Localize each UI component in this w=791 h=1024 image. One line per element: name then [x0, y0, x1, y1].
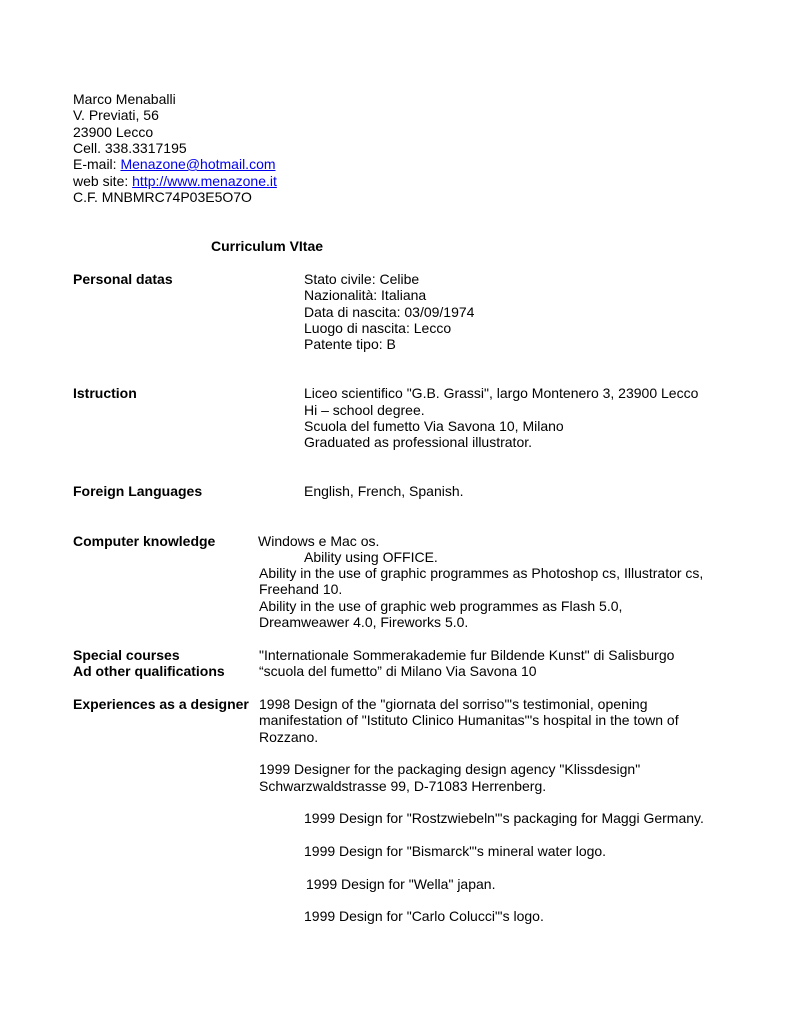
contact-fiscal-code: C.F. MNBMRC74P03E5O7O — [73, 189, 252, 205]
languages-heading: Foreign Languages — [73, 483, 203, 499]
istruction-line: Graduated as professional illustrator. — [304, 434, 533, 450]
contact-cell: Cell. 338.3317195 — [73, 140, 187, 156]
experience-line: Schwarzwaldstrasse 99, D-71083 Herrenberg. — [259, 778, 547, 794]
personal-line: Stato civile: Celibe — [304, 271, 420, 287]
personal-heading: Personal datas — [73, 271, 173, 287]
languages-value: English, French, Spanish. — [304, 483, 464, 499]
experience-line: 1999 Design for "Rostzwiebeln"'s packaging for Maggi Germany. — [304, 810, 704, 826]
qualifications-heading: Ad other qualifications — [73, 663, 225, 679]
personal-line: Patente tipo: B — [304, 336, 396, 352]
computer-line: Dreamweawer 4.0, Fireworks 5.0. — [259, 614, 469, 630]
computer-line: Windows e Mac os. — [258, 533, 380, 549]
computer-line: Ability in the use of graphic web programmes as Flash 5.0, — [259, 598, 623, 614]
contact-city: 23900 Lecco — [73, 124, 154, 140]
document-title: Curriculum VItae — [211, 238, 324, 254]
website-link[interactable]: http://www.menazone.it — [132, 173, 277, 189]
contact-email-line — [73, 156, 276, 172]
personal-line: Luogo di nascita: Lecco — [304, 320, 452, 336]
special-heading: Special courses — [73, 647, 180, 663]
website-label: web site: — [73, 173, 133, 189]
contact-name: Marco Menaballi — [73, 91, 176, 107]
experience-line: 1999 Design for "Bismarck"'s mineral water logo. — [304, 843, 607, 859]
istruction-heading: Istruction — [73, 385, 137, 401]
istruction-line: Hi – school degree. — [304, 402, 425, 418]
experience-line: 1999 Design for "Carlo Colucci"'s logo. — [304, 908, 544, 924]
computer-line: Ability in the use of graphic programmes as Photoshop cs, Illustrator cs, — [259, 565, 704, 581]
istruction-line: Scuola del fumetto Via Savona 10, Milano — [304, 418, 564, 434]
experience-line: 1998 Design of the "giornata del sorriso"'s testimonial, opening — [259, 696, 648, 712]
contact-website-line — [73, 173, 277, 189]
personal-line: Nazionalità: Italiana — [304, 287, 427, 303]
experience-line: Rozzano. — [259, 729, 319, 745]
computer-line: Ability using OFFICE. — [304, 549, 438, 565]
contact-street: V. Previati, 56 — [73, 107, 159, 123]
experience-line: 1999 Design for "Wella" japan. — [306, 876, 496, 892]
istruction-line: Liceo scientifico "G.B. Grassi", largo Montenero 3, 23900 Lecco — [304, 385, 699, 401]
personal-line: Data di nascita: 03/09/1974 — [304, 304, 475, 320]
computer-heading: Computer knowledge — [73, 533, 216, 549]
experience-line: 1999 Designer for the packaging design agency "Klissdesign" — [259, 761, 641, 777]
experience-line: manifestation of "Istituto Clinico Humanitas"'s hospital in the town of — [259, 712, 679, 728]
computer-line: Freehand 10. — [259, 581, 343, 597]
experiences-heading: Experiences as a designer — [73, 696, 249, 712]
email-label: E-mail: — [73, 156, 121, 172]
special-line: "Internationale Sommerakademie fur Bildende Kunst" di Salisburgo — [259, 647, 675, 663]
email-link[interactable]: Menazone@hotmail.com — [120, 156, 276, 172]
special-line: “scuola del fumetto” di Milano Via Savona 10 — [259, 663, 537, 679]
